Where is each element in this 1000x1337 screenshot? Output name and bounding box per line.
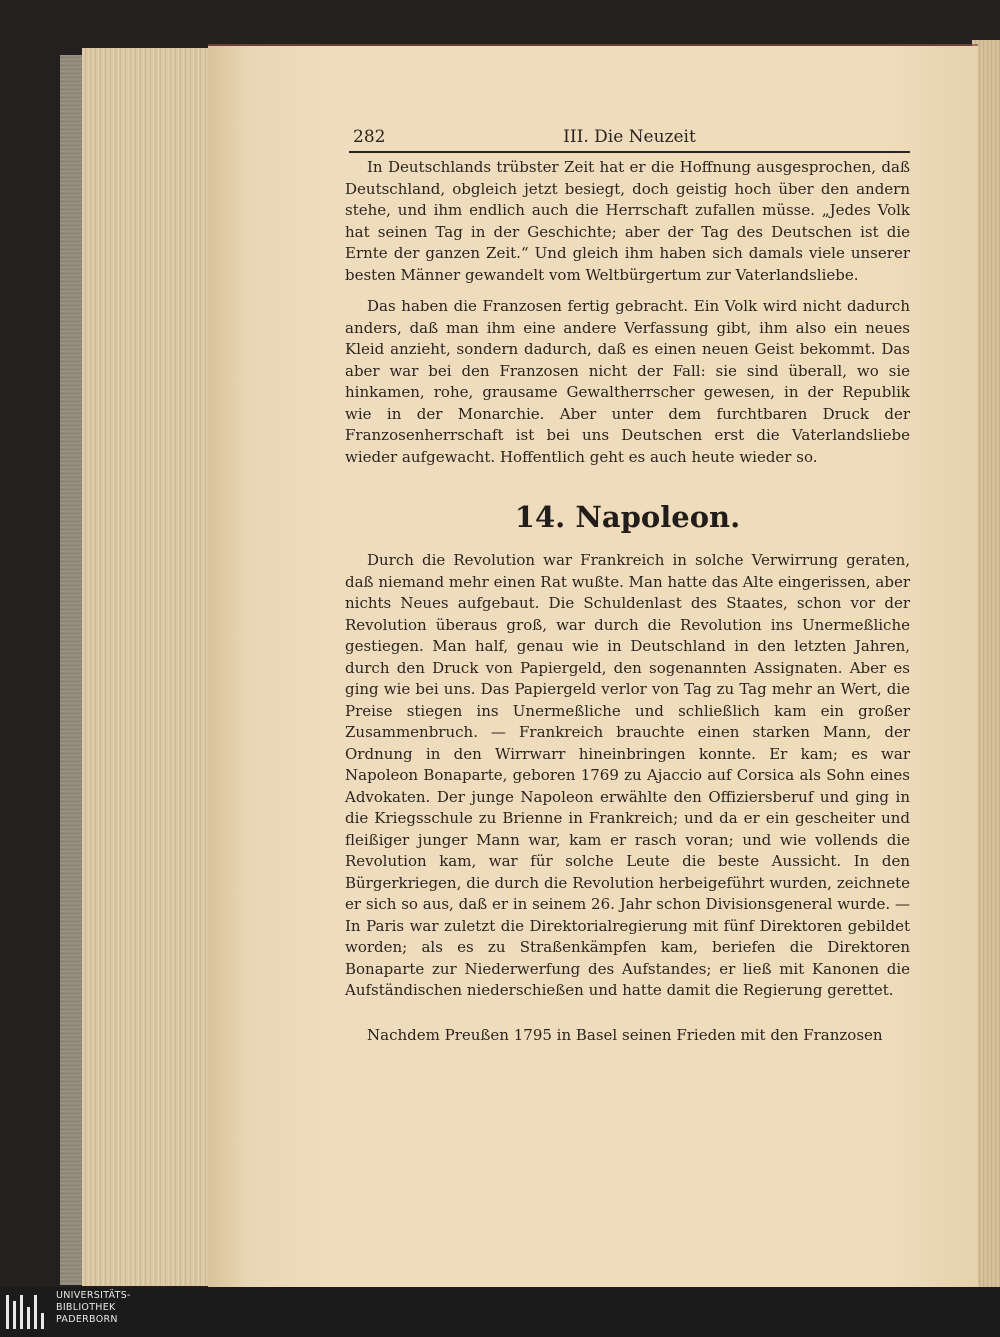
library-logo-icon [6,1295,46,1329]
library-name-line-1: UNIVERSITÄTS- [56,1290,131,1301]
chapter-title: 14. Napoleon. [514,500,741,534]
paragraph-4: Nachdem Preußen 1795 in Basel seinen Frieden mit den Franzosen [367,1026,883,1044]
header-rule [349,151,910,153]
running-head: III. Die Neuzeit [563,127,696,147]
page-header [349,127,910,155]
paragraph-2: Das haben die Franzosen fertig gebracht. Ein Volk wird nicht dadurch anders, daß man ihm eine andere Verfassung gibt, ihm also ein neues Kleid anzieht, sondern dadurch, daß es einen neuen Geist bekommt. Das aber war bei den Franzosen nicht der Fall: sie sind überall, wo sie hinkamen, rohe, grausame Gewaltherrscher gewesen, in der Republik wie in der Monarchie. Aber unter dem furchtbaren Druck der Franzosenherrschaft ist bei uns Deutschen erst die Vaterlandsliebe wieder aufgewacht. Hoffentlich geht es auch heute wieder so. [345,297,910,466]
library-name-line-3: PADERBORN [56,1314,118,1325]
library-name-line-2: BIBLIOTHEK [56,1302,116,1313]
library-name [56,1290,131,1326]
library-footer [0,1287,1000,1337]
page-stack-edges [82,48,212,1286]
paragraph-3: Durch die Revolution war Frankreich in solche Verwirrung geraten, daß niemand mehr einen Rat wußte. Man hatte das Alte eingerissen, aber nichts Neues aufgebaut. Die Schuldenlast des Staates, schon vor der Revolution überaus groß, war durch die Revolution ins Unermeßliche gestiegen. Man half, genau wie in Deutschland in den letzten Jahren, durch den Druck von Papiergeld, den sogenannten Assignaten. Aber es ging wie bei uns. Das Papiergeld verlor von Tag zu Tag mehr an Wert, die Preise stiegen ins Unermeßliche und schließlich kam ein großer Zusammenbruch. — Frankreich brauchte einen starken Mann, der Ordnung in den Wirrwarr hineinbringen konnte. Er kam; es war Napoleon Bonaparte, geboren 1769 zu Ajaccio auf Corsica als Sohn eines Advokaten. Der junge Napoleon erwählte den Offiziersberuf und ging in die Kriegsschule zu Brienne in Frankreich; und da er ein gescheiter und fleißiger junger Mann war, kam er rasch voran; und wie vollends die Revolution kam, war für solche Leute die beste Aussicht. In den Bürgerkriegen, die durch die Revolution herbeigeführt wurden, zeichnete er sich so aus, daß er in seinem 26. Jahr schon Divisionsgeneral wurde. — In Paris war zuletzt die Direktorialregierung mit fünf Direktoren gebildet worden; als es zu Straßenkämpfen kam, beriefen die Direktoren Bonaparte zur Niederwerfung des Aufstandes; er ließ mit Kanonen die Aufständischen niederschießen und hatte damit die Regierung gerettet. [345,551,910,999]
paragraph-1: In Deutschlands trübster Zeit hat er die Hoffnung ausgesprochen, daß Deutschland, obgleich jetzt besiegt, doch geistig hoch über den andern stehe, und ihm endlich auch die Herrschaft zufallen müsse. „Jedes Volk hat seinen Tag in der Geschichte; aber der Tag des Deutschen ist die Ernte der ganzen Zeit.“ Und gleich ihm haben sich damals viele unserer besten Männer gewandelt vom Weltbürgertum zur Vaterlandsliebe. [345,158,910,284]
page-number: 282 [353,127,386,147]
